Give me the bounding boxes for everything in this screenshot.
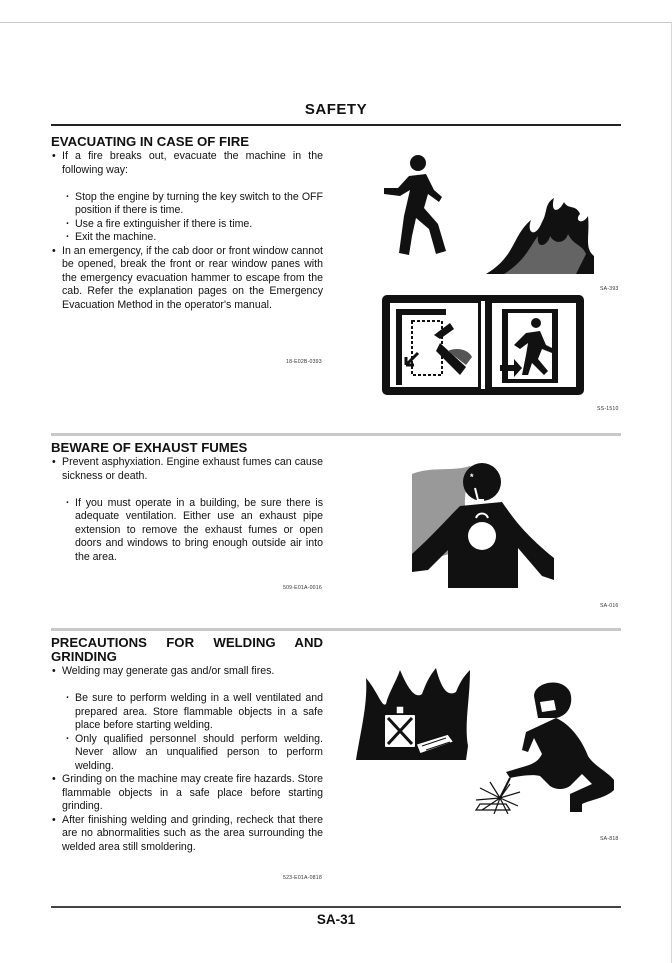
exhaust-fumes-illustration — [412, 460, 554, 588]
section-title-line: PRECAUTIONS FOR WELDING AND — [51, 635, 323, 650]
welder-figure-icon — [506, 718, 614, 812]
running-person-icon — [384, 155, 446, 255]
svg-text:*: * — [470, 472, 474, 482]
image-reference-code: SA-016 — [600, 603, 619, 609]
section-body-exhaust — [51, 456, 323, 564]
section-body-fire — [51, 150, 323, 312]
sub-list-item: · If you must operate in a building, be sure there is adequate ventilation. Either use an exhaust pipe extension to remove the exhaust fumes or open doors and windows to bring enough outside air into the area. — [51, 497, 323, 565]
text-reference-code: 18-E02B-0393 — [286, 359, 322, 365]
emergency-exit-icon — [492, 303, 576, 387]
page-number: SA-31 — [316, 912, 356, 927]
hammer-window-icon — [390, 303, 478, 387]
image-reference-code: SS-1510 — [597, 406, 619, 412]
list-item: • In an emergency, if the cab door or front window cannot be opened, break the front or rear window panes with the emergency evacuation hammer to escape from the cab. Refer the explanation pages on the Emergency Evacuation Method in the operator's manual. — [51, 245, 323, 313]
text-reference-code: 523-E01A-0818 — [283, 875, 322, 881]
sub-list-item: · Exit the machine. — [51, 231, 323, 245]
header-divider — [51, 124, 621, 126]
section-divider — [51, 628, 621, 631]
page-title: SAFETY — [304, 101, 368, 118]
list-item: • Grinding on the machine may create fire hazards. Store flammable objects in a safe place before starting grinding. — [51, 773, 323, 814]
list-item: • Welding may generate gas and/or small fires. — [51, 665, 323, 679]
section-title-welding — [51, 636, 323, 664]
sub-list-item: · Be sure to perform welding in a well ventilated and prepared area. Store flammable objects in a safe place before starting welding. — [51, 692, 323, 733]
chest-circle — [468, 522, 496, 550]
fire-near-fuel-can-illustration — [356, 664, 476, 762]
welding-helmet-icon — [534, 682, 571, 718]
section-title-line: GRINDING — [51, 649, 117, 664]
section-title-fire: EVACUATING IN CASE OF FIRE — [51, 134, 250, 149]
list-item: • If a fire breaks out, evacuate the machine in the following way: — [51, 150, 323, 177]
section-divider — [51, 433, 621, 436]
section-title-exhaust: BEWARE OF EXHAUST FUMES — [51, 440, 248, 455]
sparks-icon — [476, 782, 520, 814]
sub-list-item: · Use a fire extinguisher if there is time. — [51, 218, 323, 232]
running-person-fire-illustration — [376, 150, 598, 276]
sub-list-item: · Stop the engine by turning the key switch to the OFF position if there is time. — [51, 191, 323, 218]
footer-divider — [51, 906, 621, 908]
image-reference-code: SA-818 — [600, 836, 619, 842]
image-reference-code: SA-393 — [600, 286, 619, 292]
page-top-edge — [0, 22, 672, 23]
emergency-evacuation-sign — [382, 295, 584, 395]
section-body-welding — [51, 665, 323, 854]
list-item: • After finishing welding and grinding, recheck that there are no abnormalities such as the area surrounding the welded area still smoldering. — [51, 814, 323, 855]
sub-list-item: · Only qualified personnel should perform welding. Never allow an unqualified person to perform welding. — [51, 733, 323, 774]
text-reference-code: 509-E01A-0016 — [283, 585, 322, 591]
list-item: • Prevent asphyxiation. Engine exhaust fumes can cause sickness or death. — [51, 456, 323, 483]
welding-person-illustration — [470, 680, 618, 814]
fire-flames-icon — [486, 198, 594, 274]
